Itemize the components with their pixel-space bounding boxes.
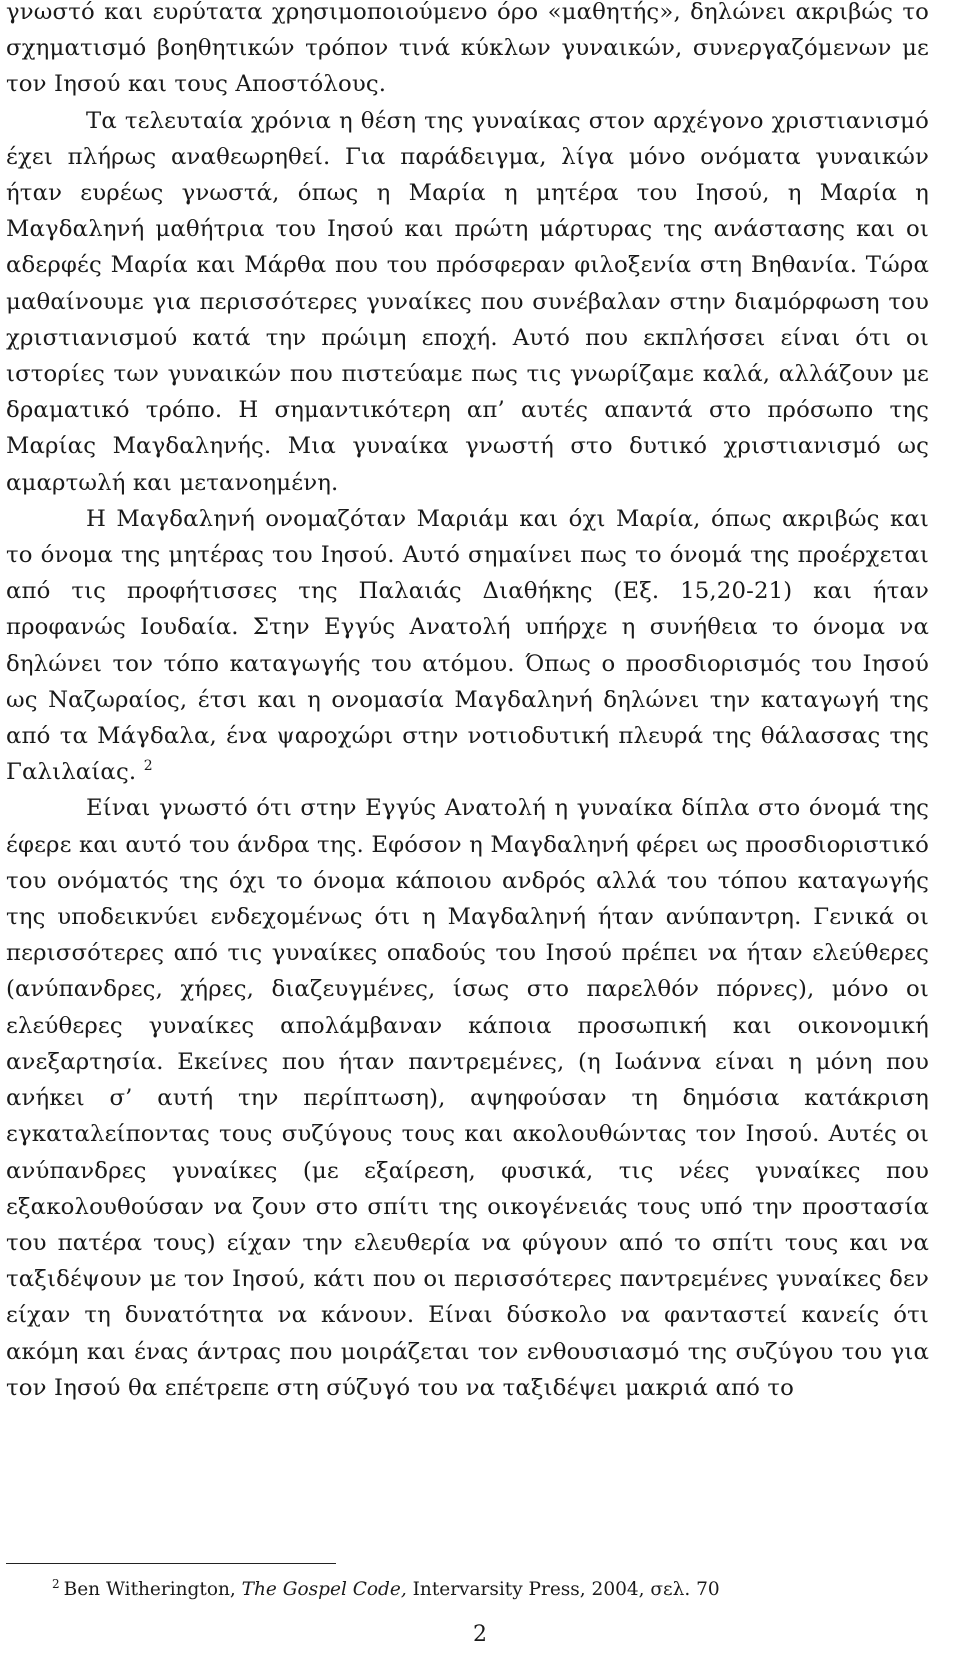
paragraph xyxy=(6,103,929,501)
paragraph xyxy=(6,0,929,103)
page-number: 2 xyxy=(473,1622,487,1647)
paragraph-text: γνωστό και ευρύτατα χρησιμοποιούμενο όρο «μαθητής», δηλώνει ακριβώς το σχηματισμό βοηθητικών τρόπον τινά κύκλων γυναικών, συνεργαζόμενων με τον Ιησού και τους Αποστόλους. xyxy=(6,0,929,98)
paragraph xyxy=(6,790,929,1405)
paragraph-text: Είναι γνωστό ότι στην Εγγύς Ανατολή η γυναίκα δίπλα στο όνομά της έφερε και αυτό του άνδρα της. Εφόσον η Μαγδαληνή φέρει ως προσδιοριστικό του ονόματός της όχι το όνομα κάποιου ανδρός αλλά του τόπου καταγωγής της υποδεικνύει ενδεχομένως ότι η Μαγδαληνή ήταν ανύπαντρη. Γενικά οι περισσότερες από τις γυναίκες οπαδούς του Ιησού πρέπει να ήταν ελεύθερες (ανύπανδρες, χήρες, διαζευγμένες, ίσως στο παρελθόν πόρνες), μόνο οι ελεύθερες γυναίκες απολάμβαναν κάποια προσωπική και οικονομική ανεξαρτησία. Εκείνες που ήταν παντρεμένες, (η Ιωάννα είναι η μόνη που ανήκει σ’ αυτή την περίπτωση), αψηφούσαν τη δημόσια κατάκριση εγκαταλείποντας τους συζύγους τους και ακολουθώντας τον Ιησού. Αυτές οι ανύπανδρες γυναίκες (με εξαίρεση, φυσικά, τις νέες γυναίκες που εξακολουθούσαν να ζουν στο σπίτι της οικογένειάς τους υπό την προστασία του πατέρα τους) είχαν την ελευθερία να φύγουν από το σπίτι τους και να ταξιδέψουν με τον Ιησού, κάτι που οι περισσότερες παντρεμένες γυναίκες δεν είχαν τη δυνατότητα να κάνουν. Είναι δύσκολο να φανταστεί κανείς ότι ακόμη και ένας άντρας που μοιράζεται τον ενθουσιασμό της συζύγου του για τον Ιησού θα επέτρεπε στη σύζυγό του να ταξιδέψει μακριά από το xyxy=(6,795,929,1401)
paragraph-text: Η Μαγδαληνή ονομαζόταν Μαριάμ και όχι Μαρία, όπως ακριβώς και το όνομα της μητέρας του Ιησού. Αυτό σημαίνει πως το όνομά της προέρχεται από τις προφήτισσες της Παλαιάς Διαθήκης (Εξ. 15,20-21) και ήταν προφανώς Ιουδαία. Στην Εγγύς Ανατολή υπήρχε η συνήθεια το όνομα να δηλώνει τον τόπο καταγωγής του ατόμου. Όπως ο προσδιορισμός του Ιησού ως Ναζωραίος, έτσι και η ονομασία Μαγδαληνή δηλώνει την καταγωγή της από τα Μάγδαλα, ένα ψαροχώρι στην νοτιοδυτική πλευρά της θάλασσας της Γαλιλαίας. xyxy=(6,505,929,786)
footnote-separator xyxy=(6,1563,336,1564)
paragraph xyxy=(6,501,929,791)
body-text xyxy=(6,0,929,1406)
footnote-publisher: Intervarsity Press, 2004, σελ. 70 xyxy=(412,1579,720,1600)
footnote xyxy=(52,1578,720,1602)
footnote-number: 2 xyxy=(52,1577,60,1591)
footnote-title: The Gospel Code, xyxy=(241,1579,407,1600)
footnote-reference[interactable]: 2 xyxy=(143,758,153,775)
footnote-author: Ben Witherington, xyxy=(63,1579,236,1600)
paragraph-text: Τα τελευταία χρόνια η θέση της γυναίκας στον αρχέγονο χριστιανισμό έχει πλήρως αναθεωρηθεί. Για παράδειγμα, λίγα μόνο ονόματα γυναικών ήταν ευρέως γνωστά, όπως η Μαρία η μητέρα του Ιησού, η Μαρία η Μαγδαληνή μαθήτρια του Ιησού και πρώτη μάρτυρας της ανάστασης και οι αδερφές Μαρία και Μάρθα που του πρόσφεραν φιλοξενία στη Βηθανία. Τώρα μαθαίνουμε για περισσότερες γυναίκες που συνέβαλαν στην διαμόρφωση του χριστιανισμού κατά την πρώιμη εποχή. Αυτό που εκπλήσσει είναι ότι οι ιστορίες των γυναικών που πιστεύαμε πως τις γνωρίζαμε καλά, αλλάζουν με δραματικό τρόπο. Η σημαντικότερη απ’ αυτές απαντά στο πρόσωπο της Μαρίας Μαγδαληνής. Μια γυναίκα γνωστή στο δυτικό χριστιανισμό ως αμαρτωλή και μετανοημένη. xyxy=(6,107,929,496)
